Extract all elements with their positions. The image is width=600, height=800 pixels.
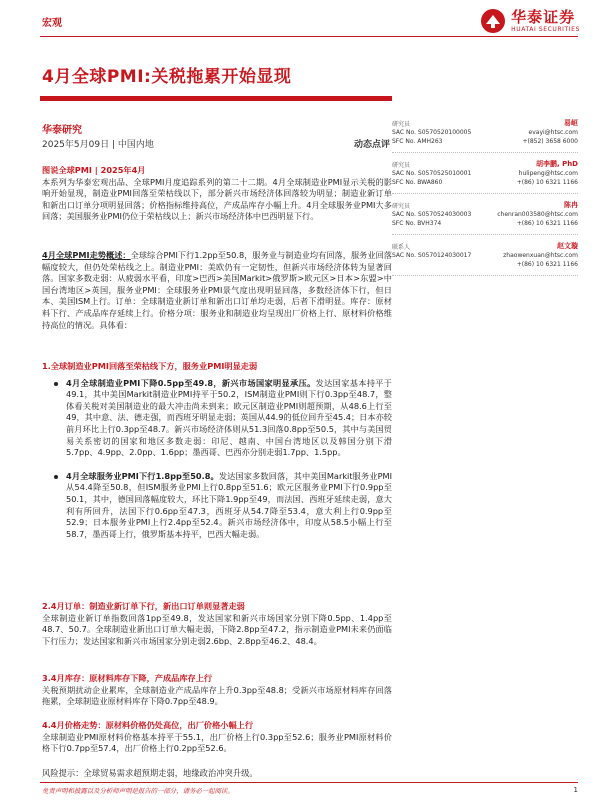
analyst-sac: SAC No. S0570124030017 bbox=[392, 252, 472, 259]
analyst-name: 赵文璇 bbox=[557, 242, 578, 250]
analyst-sfc: SFC No. BWA860 bbox=[392, 179, 443, 186]
overview-paragraph bbox=[42, 250, 392, 331]
analyst-sac: SAC No. S0570520100005 bbox=[392, 129, 472, 136]
page-header bbox=[40, 0, 580, 35]
analyst-card bbox=[392, 153, 578, 194]
section-2-heading: 2.4月订单：制造业新订单下行，新出口订单则显著走弱 bbox=[42, 601, 245, 611]
analyst-sfc: SFC No. BVH374 bbox=[392, 220, 442, 227]
section-4-heading: 4.4月价格走势：原材料价格仍处高位，出厂价格小幅上行 bbox=[42, 720, 254, 730]
analyst-name: 陈冉 bbox=[564, 201, 578, 209]
section-4 bbox=[42, 720, 392, 755]
analyst-phone: +(852) 3658 6000 bbox=[522, 138, 578, 145]
bullet-2-text: 发达国家多数回落，其中美国Markit服务业PMI从54.4降至50.8，但ISM服务业PMI上行0.8pp至51.6；欧元区服务业PMI下行0.9pp至50.1，其中，德国回落幅度较大，环比下降1.9pp至49，而法国、西班牙延续走弱，意大利有所回升，法国下行0.6pp至47.3，西班牙从54.7降至53.4，意大利上行0.9pp至52.9；日本服务业PMI上行2.4pp至52.4。新兴市场经济体中，印度从58.5小幅上行至58.7，墨西哥上行，俄罗斯基本持平，巴西大幅走弱。 bbox=[66, 470, 392, 539]
analyst-card bbox=[392, 235, 578, 276]
overview-text: 全球综合PMI下行1.2pp至50.8，服务业与制造业均有回落，服务业回落幅度较大，但仍处荣枯线之上。制造业PMI：美欧仍有一定韧性，但新兴市场经济体转为显著回落。国家多数走弱：从疲弱水平看，印度>巴西>美国Markit>俄罗斯>欧元区>日本>东盟>中国台湾地区>英国，服务业PMI：全球服务业PMI景气度出现明显回落，多数经济体下行，但日本、美国ISM上行。订单：全球制造业新订单和新出口订单均走弱，后者下滑明显。库存：原材料下行、产成品库存延续上行。价格分项：服务业和制造业均呈现出厂价格上行、原材料价格维持高位的情况。具体看： bbox=[42, 250, 392, 330]
analyst-sac: SAC No. S0570525010001 bbox=[392, 170, 472, 177]
analyst-email[interactable]: zhaowenxuan@htsc.com bbox=[503, 252, 578, 259]
analyst-phone: +(86) 10 6321 1166 bbox=[516, 261, 578, 268]
section-2-text: 全球制造业新订单指数回落1pp至49.8，发达国家和新兴市场国家分别下降0.5pp、1.4pp至48.7、50.7。全球制造业新出口订单大幅走弱，下降2.8pp至47.2，指示制造业PMI未来仍面临下行压力；发达国家和新兴市场国家分别走弱2.6bp、2.8pp至46.2、48.4。 bbox=[42, 612, 392, 646]
header-divider bbox=[40, 36, 578, 37]
disclaimer: 免责声明和披露以及分析师声明是报告的一部分，请务必一起阅读。 bbox=[42, 787, 234, 795]
analyst-role: 研究员 bbox=[392, 202, 411, 210]
section-1-heading: 1.全球制造业PMI回落至荣枯线下方，服务业PMI明显走弱 bbox=[42, 361, 258, 371]
analyst-role: 研究员 bbox=[392, 120, 411, 128]
logo-text-en: HUATAI SECURITIES bbox=[511, 26, 580, 33]
doc-type: 动态点评 bbox=[353, 140, 390, 150]
analyst-name: 易峘 bbox=[564, 119, 578, 127]
analyst-email[interactable]: hulipeng@htsc.com bbox=[518, 170, 578, 177]
bullet-1-text: 发达国家基本持平于49.1，其中美国Markit制造业PMI持平于50.2，ISM制造业PMI则下行0.3pp至48.7，整体看关税对美国制造业的最大冲击尚未到来；欧元区制造业PMI则超预期，从48.6上行至49，其中意、法、德走强，而西班牙明显走弱；英国从44.9的低位回升至45.4；日本亦较前月环比上行0.3pp至48.7。新兴市场经济体则从51.3回落0.8pp至50.5，其中与美国贸易关系密切的国家和地区多数走弱：印尼、越南、中国台湾地区以及韩国分别下滑5.7pp、4.9pp、2.0pp、1.6pp；墨西哥、巴西亦分别走弱1.7pp、1.5pp。 bbox=[66, 377, 392, 458]
title-underline bbox=[40, 96, 392, 101]
analyst-name: 胡李鹏, PhD bbox=[535, 160, 578, 168]
overview-block bbox=[42, 250, 392, 331]
analyst-sfc: SFC No. AMH263 bbox=[392, 138, 443, 145]
intro-text: 本系列为华泰宏观出品、全球PMI月度追踪系列的第二十二期。4月全球制造业PMI显示关税的影响开始显现，制造业PMI回落至荣枯线以下，部分新兴市场经济体回落较为明显；制造业新订单和新出口订单分项明显回落；价格指标维持高位，产成品库存小幅上升。4月全球服务业PMI大多回落；美国服务业PMI仍位于荣枯线以上；新兴市场经济体中巴西明显下行。 bbox=[42, 176, 392, 222]
analyst-card bbox=[392, 194, 578, 235]
intro-heading: 图说全球PMI | 2025年4月 bbox=[42, 165, 146, 175]
section-label: 宏观 bbox=[42, 18, 62, 29]
analyst-phone: +(86) 10 6321 1166 bbox=[516, 179, 578, 186]
footer-divider bbox=[40, 782, 578, 783]
section-3 bbox=[42, 673, 392, 708]
report-title: 4月全球PMI:关税拖累开始显现 bbox=[42, 67, 292, 87]
analyst-panel bbox=[392, 112, 578, 276]
org-name: 华泰研究 bbox=[42, 125, 82, 136]
section-1-bullet-2 bbox=[42, 471, 392, 541]
section-2 bbox=[42, 601, 392, 647]
overview-lead: 4月全球PMI走势概述： bbox=[42, 250, 131, 260]
section-1 bbox=[42, 361, 392, 540]
section-3-text: 关税预期扰动企业累库，全球制造业产成品库存上升0.3pp至48.8；受新兴市场原材料库存回落拖累，全球制造业原材料库存下降0.7pp至48.9。 bbox=[42, 684, 392, 707]
analyst-sac: SAC No. S0570524030003 bbox=[392, 211, 472, 218]
analyst-email[interactable]: evayi@htsc.com bbox=[528, 129, 578, 136]
date-line: 2025年5月09日 | 中国内地 bbox=[42, 140, 154, 150]
section-1-bullet-1 bbox=[42, 378, 392, 459]
intro-block bbox=[42, 165, 392, 223]
bullet-1-lead: 4月全球制造业PMI下降0.5pp至49.8，新兴市场国家明显承压。 bbox=[66, 377, 316, 388]
analyst-role: 联系人 bbox=[392, 243, 411, 251]
analyst-card bbox=[392, 112, 578, 153]
bullet-2-lead: 4月全球服务业PMI下行1.8pp至50.8。 bbox=[66, 470, 219, 481]
page-number: 1 bbox=[573, 786, 578, 794]
analyst-phone: +(86) 10 6321 1166 bbox=[516, 220, 578, 227]
analyst-role: 研究员 bbox=[392, 161, 411, 169]
analyst-email[interactable]: chenran003580@htsc.com bbox=[497, 211, 578, 218]
company-logo bbox=[480, 6, 580, 36]
section-4-text: 全球制造业PMI原材料价格基本持平于55.1，出厂价格上行0.3pp至52.6；服务业PMI原材料价格下行0.7pp至57.4，出厂价格上行0.2pp至52.6。 bbox=[42, 731, 392, 754]
section-3-heading: 3.4月库存：原材料库存下降，产成品库存上行 bbox=[42, 673, 213, 683]
risk-warning: 风险提示：全球贸易需求超预期走弱，地缘政治冲突升级。 bbox=[42, 768, 258, 778]
logo-text-cn: 华泰证券 bbox=[511, 8, 576, 26]
logo-mark-icon bbox=[480, 8, 506, 34]
